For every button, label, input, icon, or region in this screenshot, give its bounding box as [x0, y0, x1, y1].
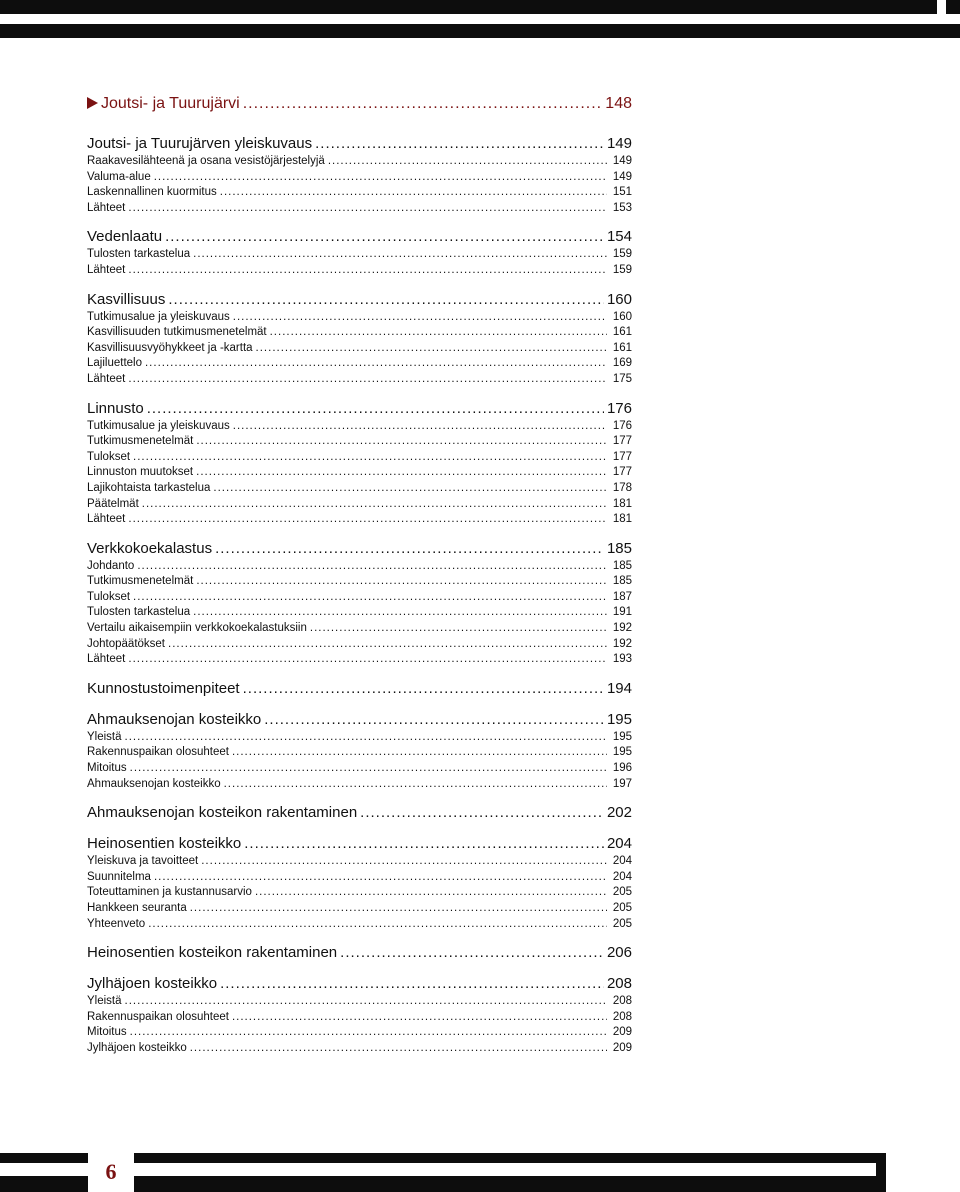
section-heading[interactable]	[87, 710, 632, 730]
subsection-entry[interactable]	[87, 994, 632, 1010]
subsection-label: Jylhäjoen kosteikko	[87, 1041, 187, 1054]
subsection-page: 192	[612, 637, 632, 650]
dot-leader	[255, 885, 607, 901]
dot-leader	[243, 679, 604, 699]
dot-leader	[168, 637, 607, 653]
page-number: 6	[105, 1159, 117, 1184]
subsection-page: 176	[612, 419, 632, 432]
subsection-label: Lähteet	[87, 513, 126, 526]
dot-leader	[133, 450, 607, 466]
subsection-label: Valuma-alue	[87, 170, 151, 183]
subsection-page: 159	[612, 248, 632, 261]
subsection-label: Hankkeen seuranta	[87, 902, 187, 914]
dot-leader	[213, 481, 607, 497]
dot-leader	[128, 201, 607, 217]
dot-leader	[154, 870, 607, 886]
subsection-page: 204	[612, 870, 632, 883]
toc-section	[87, 134, 632, 216]
toc-section	[87, 399, 632, 528]
subsection-page: 192	[612, 622, 632, 635]
section-heading[interactable]	[87, 539, 632, 559]
section-heading[interactable]	[87, 227, 632, 247]
dot-leader	[193, 605, 607, 621]
bottom-bar-right	[134, 1153, 886, 1163]
dot-leader	[215, 539, 604, 559]
bottom-bar-right-end	[876, 1153, 886, 1192]
chapter-page: 148	[605, 95, 632, 112]
dot-leader	[340, 943, 604, 963]
section-heading[interactable]	[87, 134, 632, 154]
toc-section	[87, 710, 632, 792]
dot-leader	[190, 1041, 607, 1057]
subsection-page: 205	[612, 886, 632, 899]
subsection-page: 196	[612, 762, 632, 775]
subsection-label: Lajiluettelo	[87, 357, 142, 370]
section-heading[interactable]	[87, 943, 632, 963]
dot-leader	[270, 325, 607, 341]
section-page: 185	[606, 539, 632, 557]
subsection-entry[interactable]	[87, 559, 632, 575]
subsection-label: Toteuttaminen ja kustannusarvio	[87, 886, 252, 899]
dot-leader	[165, 227, 604, 247]
subsection-entry[interactable]	[87, 325, 632, 341]
subsection-page: 191	[612, 606, 632, 619]
section-heading[interactable]	[87, 803, 632, 823]
subsection-page: 181	[612, 497, 632, 510]
section-page: 149	[606, 135, 632, 152]
subsection-page: 161	[612, 341, 632, 354]
subsection-entry[interactable]	[87, 185, 632, 201]
bottom-bar-right-lower	[134, 1176, 886, 1192]
section-page: 176	[606, 399, 632, 417]
subsection-entry[interactable]	[87, 372, 632, 388]
subsection-label: Yleiskuva ja tavoitteet	[87, 855, 199, 868]
subsection-page: 161	[612, 326, 632, 339]
subsection-page: 177	[612, 450, 632, 463]
subsection-page: 195	[612, 730, 632, 743]
subsection-page: 185	[612, 575, 632, 588]
subsection-page: 159	[612, 263, 632, 276]
toc-section	[87, 803, 632, 823]
subsection-label: Lajikohtaista tarkastelua	[87, 481, 211, 494]
subsection-entry[interactable]	[87, 341, 632, 357]
subsection-label: Raakavesilähteenä ja osana vesistöjärjestelyjä	[87, 155, 325, 167]
subsection-entry[interactable]	[87, 1010, 632, 1026]
dot-leader	[128, 372, 607, 388]
subsection-label: Laskennallinen kuormitus	[87, 186, 217, 199]
section-title: Kunnostustoimenpiteet	[87, 679, 240, 697]
dot-leader	[315, 134, 604, 154]
dot-leader	[360, 803, 604, 823]
subsection-label: Mitoitus	[87, 1026, 127, 1039]
toc-section	[87, 227, 632, 278]
subsection-entry[interactable]	[87, 419, 632, 435]
subsection-label: Tutkimusmenetelmät	[87, 575, 194, 588]
subsection-page: 149	[612, 155, 632, 167]
dot-leader	[233, 310, 607, 326]
subsection-page: 153	[612, 201, 632, 214]
section-page: 204	[606, 835, 632, 853]
subsection-label: Vertailu aikaisempiin verkkokoekalastuksiin	[87, 622, 307, 635]
subsection-label: Rakennuspaikan olosuhteet	[87, 1010, 229, 1023]
dot-leader	[243, 94, 603, 114]
subsection-label: Yleistä	[87, 730, 122, 743]
dot-leader	[196, 434, 607, 450]
top-bar-upper-right	[946, 0, 960, 14]
dot-leader	[130, 1025, 607, 1041]
subsection-page: 205	[612, 917, 632, 930]
subsection-entry[interactable]	[87, 761, 632, 777]
toc-section	[87, 943, 632, 963]
subsection-page: 160	[612, 310, 632, 323]
dot-leader	[264, 710, 604, 730]
subsection-label: Lähteet	[87, 653, 126, 666]
dot-leader	[147, 399, 604, 419]
section-heading[interactable]	[87, 834, 632, 854]
subsection-entry[interactable]	[87, 310, 632, 326]
subsection-entry[interactable]	[87, 621, 632, 637]
section-list	[87, 134, 632, 1057]
subsection-label: Tutkimusalue ja yleiskuvaus	[87, 310, 230, 323]
table-of-contents	[87, 94, 632, 1068]
section-page: 154	[606, 228, 632, 246]
toc-section	[87, 679, 632, 699]
chapter-title-wrap	[87, 94, 240, 114]
subsection-entry[interactable]	[87, 481, 632, 497]
subsection-entry[interactable]	[87, 637, 632, 653]
dot-leader	[220, 185, 607, 201]
dot-leader	[148, 917, 607, 933]
subsection-entry[interactable]	[87, 652, 632, 668]
chapter-heading[interactable]	[87, 94, 632, 114]
bottom-bar-left	[0, 1153, 88, 1163]
section-title: Kasvillisuus	[87, 290, 166, 308]
section-page: 160	[606, 290, 632, 308]
dot-leader	[256, 341, 607, 357]
section-page: 208	[606, 975, 632, 993]
subsection-label: Yleistä	[87, 995, 122, 1008]
section-page: 195	[606, 710, 632, 728]
dot-leader	[128, 652, 607, 668]
subsection-page: 178	[612, 481, 632, 494]
section-title: Joutsi- ja Tuurujärven yleiskuvaus	[87, 135, 313, 152]
subsection-entry[interactable]	[87, 201, 632, 217]
dot-leader	[232, 1010, 607, 1026]
toc-section	[87, 290, 632, 388]
dot-leader	[168, 290, 604, 310]
subsection-label: Tulokset	[87, 590, 131, 603]
section-page: 202	[606, 804, 632, 822]
section-title: Verkkokoekalastus	[87, 539, 213, 557]
subsection-page: 193	[612, 653, 632, 666]
subsection-page: 205	[612, 902, 632, 914]
subsection-page: 187	[612, 590, 632, 603]
subsection-entry[interactable]	[87, 730, 632, 746]
section-title: Ahmauksenojan kosteikko	[87, 710, 262, 728]
subsection-entry[interactable]	[87, 917, 632, 933]
subsection-page: 151	[612, 186, 632, 199]
section-title: Jylhäjoen kosteikko	[87, 975, 218, 993]
section-title: Linnusto	[87, 399, 144, 417]
subsection-label: Tulosten tarkastelua	[87, 606, 191, 619]
dot-leader	[128, 512, 607, 528]
subsection-entry[interactable]	[87, 1025, 632, 1041]
toc-section	[87, 974, 632, 1056]
dot-leader	[142, 497, 607, 513]
subsection-entry[interactable]	[87, 465, 632, 481]
subsection-label: Lähteet	[87, 372, 126, 385]
subsection-page: 197	[612, 777, 632, 790]
subsection-label: Rakennuspaikan olosuhteet	[87, 746, 229, 759]
subsection-label: Johdanto	[87, 559, 135, 572]
subsection-entry[interactable]	[87, 263, 632, 279]
subsection-entry[interactable]	[87, 901, 632, 917]
dot-leader	[328, 154, 607, 170]
subsection-entry[interactable]	[87, 356, 632, 372]
section-title: Heinosentien kosteikon rakentaminen	[87, 944, 338, 962]
subsection-page: 195	[612, 746, 632, 759]
dot-leader	[310, 621, 607, 637]
subsection-page: 149	[612, 170, 632, 183]
subsection-page: 208	[612, 1010, 632, 1023]
subsection-label: Kasvillisuuden tutkimusmenetelmät	[87, 326, 267, 339]
dot-leader	[201, 854, 607, 870]
dot-leader	[125, 730, 607, 746]
subsection-entry[interactable]	[87, 885, 632, 901]
dot-leader	[232, 745, 607, 761]
top-bar-upper	[0, 0, 937, 14]
subsection-entry[interactable]	[87, 605, 632, 621]
subsection-entry[interactable]	[87, 450, 632, 466]
subsection-page: 204	[612, 855, 632, 868]
section-page: 194	[606, 679, 632, 697]
dot-leader	[196, 465, 607, 481]
subsection-label: Mitoitus	[87, 762, 127, 775]
section-page: 206	[606, 944, 632, 962]
dot-leader	[244, 834, 604, 854]
subsection-label: Lähteet	[87, 263, 126, 276]
section-heading[interactable]	[87, 974, 632, 994]
subsection-label: Suunnitelma	[87, 870, 151, 883]
subsection-page: 181	[612, 513, 632, 526]
dot-leader	[145, 356, 607, 372]
triangle-arrow-icon	[87, 97, 98, 109]
subsection-label: Tulokset	[87, 450, 131, 463]
section-title: Heinosentien kosteikko	[87, 835, 242, 853]
subsection-entry[interactable]	[87, 497, 632, 513]
subsection-label: Johtopäätökset	[87, 637, 166, 650]
subsection-entry[interactable]	[87, 247, 632, 263]
section-heading[interactable]	[87, 679, 632, 699]
subsection-page: 177	[612, 435, 632, 448]
subsection-page: 209	[612, 1026, 632, 1039]
dot-leader	[193, 247, 607, 263]
subsection-page: 209	[612, 1041, 632, 1054]
subsection-entry[interactable]	[87, 170, 632, 186]
subsection-entry[interactable]	[87, 574, 632, 590]
subsection-page: 208	[612, 995, 632, 1008]
dot-leader	[224, 777, 607, 793]
dot-leader	[233, 419, 607, 435]
subsection-label: Ahmauksenojan kosteikko	[87, 777, 221, 790]
section-title: Vedenlaatu	[87, 228, 163, 246]
subsection-page: 169	[612, 357, 632, 370]
subsection-label: Päätelmät	[87, 497, 139, 510]
dot-leader	[220, 974, 604, 994]
dot-leader	[133, 590, 607, 606]
dot-leader	[125, 994, 607, 1010]
subsection-entry[interactable]	[87, 854, 632, 870]
chapter-title: Joutsi- ja Tuurujärvi	[101, 95, 240, 112]
subsection-page: 177	[612, 466, 632, 479]
subsection-entry[interactable]	[87, 590, 632, 606]
subsection-page: 185	[612, 559, 632, 572]
subsection-label: Yhteenveto	[87, 917, 146, 930]
subsection-entry[interactable]	[87, 512, 632, 528]
dot-leader	[196, 574, 607, 590]
section-title: Ahmauksenojan kosteikon rakentaminen	[87, 804, 358, 822]
subsection-entry[interactable]	[87, 154, 632, 170]
section-heading[interactable]	[87, 399, 632, 419]
subsection-label: Kasvillisuusvyöhykkeet ja -kartta	[87, 341, 253, 354]
subsection-entry[interactable]	[87, 777, 632, 793]
toc-section	[87, 539, 632, 668]
dot-leader	[190, 901, 607, 917]
subsection-entry[interactable]	[87, 870, 632, 886]
dot-leader	[128, 263, 607, 279]
dot-leader	[137, 559, 607, 575]
subsection-label: Lähteet	[87, 201, 126, 214]
subsection-entry[interactable]	[87, 434, 632, 450]
subsection-label: Tutkimusalue ja yleiskuvaus	[87, 419, 230, 432]
subsection-entry[interactable]	[87, 745, 632, 761]
subsection-label: Tutkimusmenetelmät	[87, 435, 194, 448]
subsection-label: Tulosten tarkastelua	[87, 248, 191, 261]
section-heading[interactable]	[87, 290, 632, 310]
subsection-label: Linnuston muutokset	[87, 466, 194, 479]
subsection-page: 175	[612, 372, 632, 385]
subsection-entry[interactable]	[87, 1041, 632, 1057]
toc-section	[87, 834, 632, 932]
dot-leader	[154, 170, 607, 186]
top-bar-lower	[0, 24, 960, 38]
bottom-bar-left-lower	[0, 1176, 88, 1192]
dot-leader	[130, 761, 607, 777]
